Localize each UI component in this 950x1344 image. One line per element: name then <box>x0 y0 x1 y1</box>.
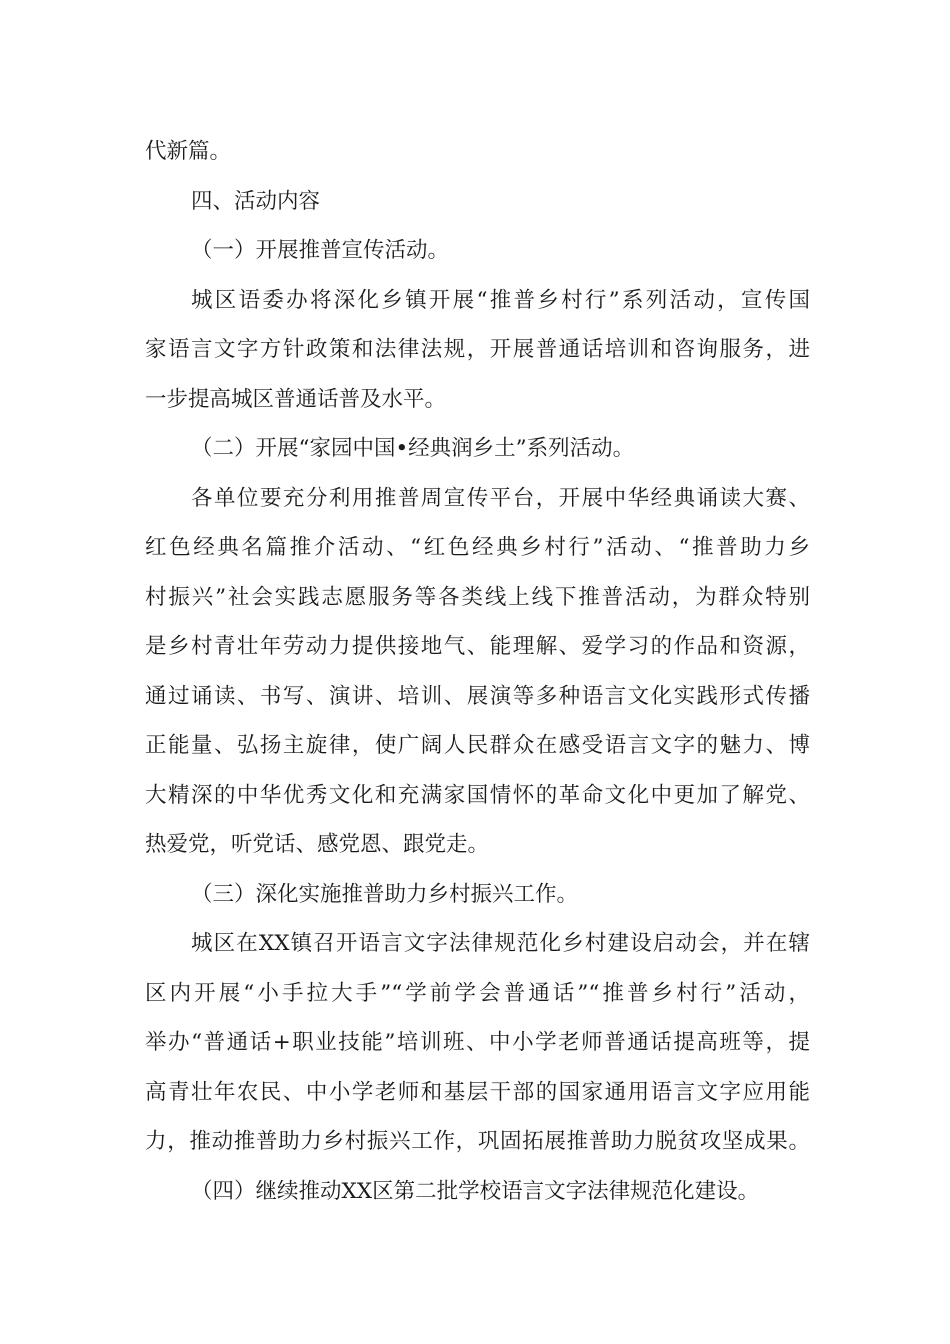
document-body <box>145 127 810 1216</box>
subsection-heading: （一）开展推普宣传活动。 <box>191 238 450 263</box>
paragraph-line: 大精深的中华优秀文化和充满家国情怀的革命文化中更加了解党、 <box>145 782 810 808</box>
paragraph-line: 举办“普通话+职业技能”培训班、中小学老师普通话提高班等，提 <box>145 1030 810 1055</box>
subsection-heading: （三）深化实施推普助力乡村振兴工作。 <box>191 881 579 907</box>
paragraph-line: 红色经典名篇推介活动、“红色经典乡村行”活动、“推普助力乡 <box>145 535 810 560</box>
paragraph-line: 村振兴”社会实践志愿服务等各类线上线下推普活动，为群众特别 <box>145 584 810 610</box>
paragraph-line: 是乡村青壮年劳动力提供接地气、能理解、爱学习的作品和资源， <box>145 634 810 659</box>
paragraph-line: 高青壮年农民、中小学老师和基层干部的国家通用语言文字应用能 <box>145 1079 810 1105</box>
paragraph-line: 通过诵读、书写、演讲、培训、展演等多种语言文化实践形式传播 <box>145 683 810 709</box>
paragraph-line: 各单位要充分利用推普周宣传平台，开展中华经典诵读大赛、 <box>191 485 810 511</box>
paragraph-line: 热爱党，听党话、感党恩、跟党走。 <box>145 832 490 857</box>
paragraph-line: 区内开展“小手拉大手”“学前学会普通话”“推普乡村行”活动， <box>145 980 810 1006</box>
paragraph-line: 城区语委办将深化乡镇开展“推普乡村行”系列活动，宣传国 <box>191 287 810 313</box>
paragraph-line: 力，推动推普助力乡村振兴工作，巩固拓展推普助力脱贫攻坚成果。 <box>145 1129 810 1154</box>
paragraph-continuation-line: 代新篇。 <box>145 139 232 164</box>
paragraph-line: 城区在XX镇召开语言文字法律规范化乡村建设启动会，并在辖 <box>191 931 810 956</box>
section-heading: 四、活动内容 <box>191 188 321 214</box>
paragraph-line: 家语言文字方针政策和法律法规，开展普通话培训和咨询服务，进 <box>145 337 810 362</box>
subsection-heading: （四）继续推动XX区第二批学校语言文字法律规范化建设。 <box>191 1178 760 1204</box>
paragraph-line: 正能量、弘扬主旋律，使广阔人民群众在感受语言文字的魅力、博 <box>145 733 810 758</box>
paragraph-line: 一步提高城区普通话普及水平。 <box>145 386 447 412</box>
subsection-heading: （二）开展“家园中国•经典润乡土”系列活动。 <box>191 436 635 461</box>
